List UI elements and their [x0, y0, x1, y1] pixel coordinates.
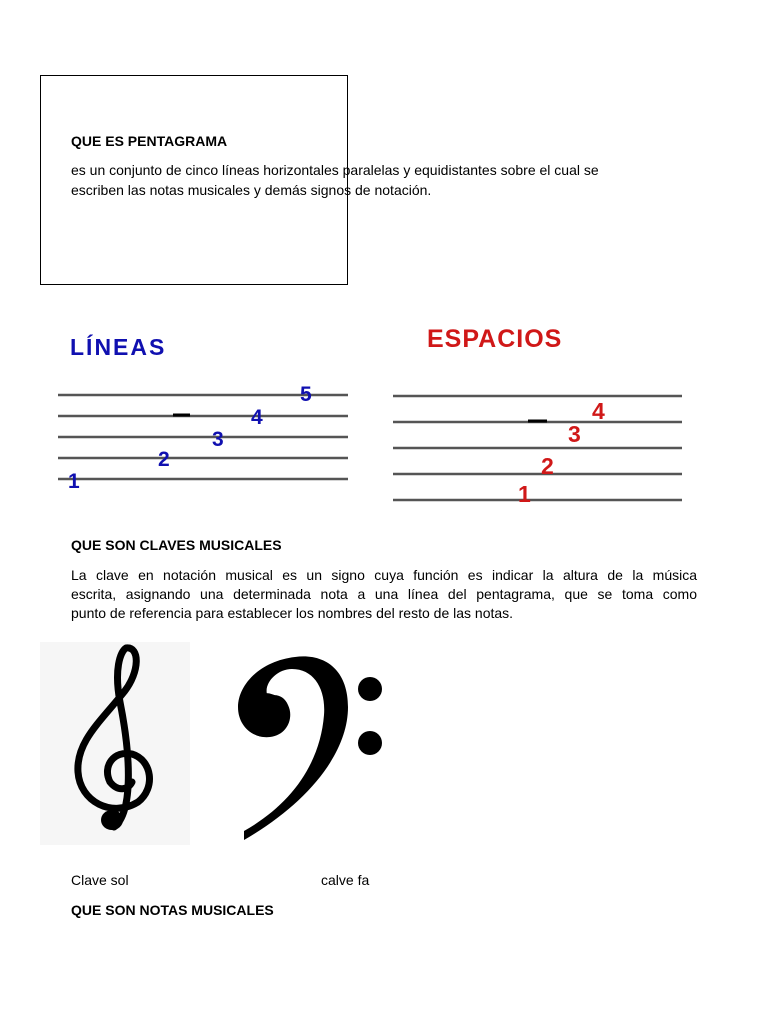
pentagrama-text-line-2: escriben las notas musicales y demás signos de notación.	[71, 182, 432, 198]
space-number-4: 4	[592, 398, 605, 424]
bass-clef-icon	[230, 645, 395, 845]
spaces-title: ESPACIOS	[427, 325, 563, 353]
lines-title: LÍNEAS	[70, 334, 167, 360]
claves-text-line-1: La clave en notación musical es un signo cuya función es indicar la altura de la música	[71, 567, 697, 583]
treble-clef-panel	[40, 642, 190, 845]
pentagrama-text-line-1: es un conjunto de cinco líneas horizontales paralelas y equidistantes sobre el cual se	[71, 162, 599, 178]
pentagrama-heading: QUE ES PENTAGRAMA	[71, 133, 228, 149]
spaces-numbers	[518, 398, 605, 507]
space-number-3: 3	[568, 421, 581, 447]
line-number-2: 2	[158, 448, 170, 471]
definition-box	[40, 75, 348, 285]
line-number-1: 1	[68, 470, 80, 493]
treble-clef-icon	[40, 642, 190, 845]
bass-clef-label: calve fa	[321, 872, 370, 888]
notas-heading: QUE SON NOTAS MUSICALES	[71, 902, 274, 918]
claves-text-line-3: punto de referencia para establecer los nombres del resto de las notas.	[71, 605, 514, 621]
spaces-staff-figure	[385, 318, 695, 508]
spaces-staff	[393, 396, 682, 500]
space-number-1: 1	[518, 481, 531, 507]
lines-staff	[58, 395, 348, 479]
line-number-4: 4	[251, 406, 263, 429]
lines-staff-figure	[50, 318, 360, 503]
line-number-5: 5	[300, 383, 312, 406]
claves-text-line-2: escrita, asignando una determinada nota a una línea del pentagrama, que se toma como	[71, 586, 697, 602]
claves-heading: QUE SON CLAVES MUSICALES	[71, 537, 282, 553]
space-number-2: 2	[541, 453, 554, 479]
treble-clef-label: Clave sol	[71, 872, 129, 888]
line-number-3: 3	[212, 428, 224, 451]
